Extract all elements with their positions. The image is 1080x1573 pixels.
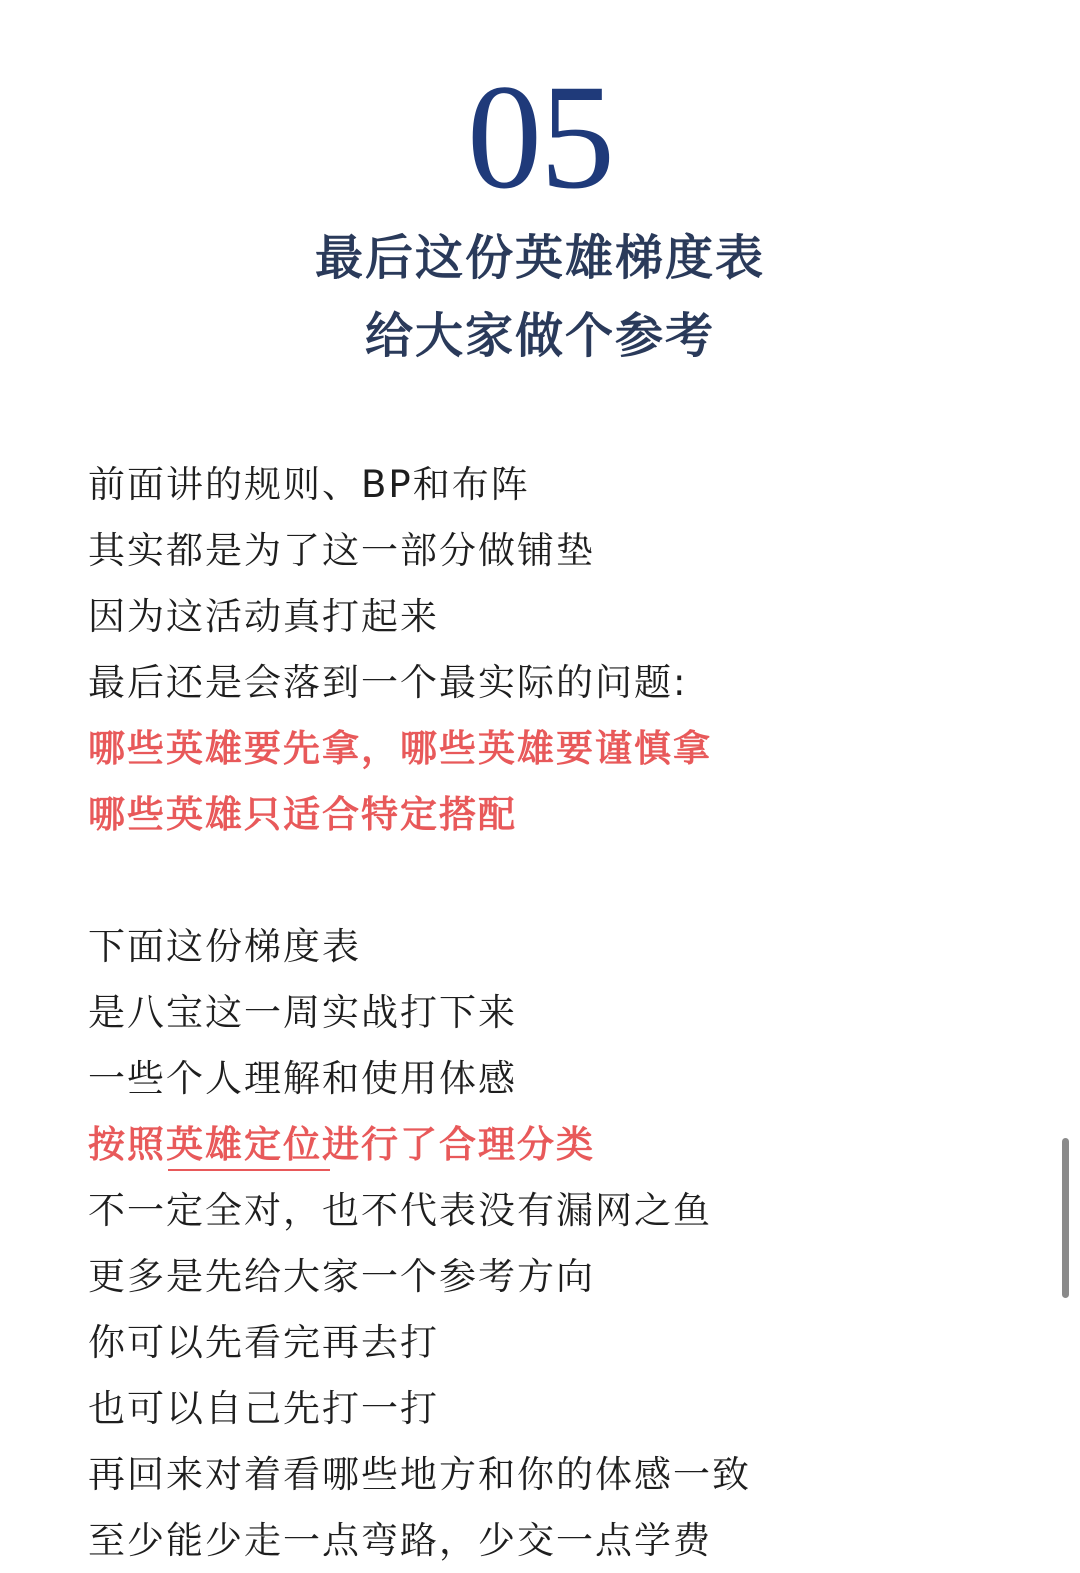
- body-line: 至少能少走一点弯路，少交一点学费: [88, 1519, 712, 1562]
- section-number: 05: [467, 54, 613, 220]
- highlight-line: 按照英雄定位进行了合理分类: [88, 1123, 595, 1166]
- body-line: 前面讲的规则、BP和布阵: [88, 463, 530, 506]
- body-line: 不一定全对，也不代表没有漏网之鱼: [88, 1189, 712, 1232]
- body-line: 更多是先给大家一个参考方向: [88, 1255, 595, 1298]
- body-line: 是八宝这一周实战打下来: [88, 991, 517, 1034]
- scrollbar-thumb[interactable]: [1062, 1138, 1069, 1298]
- section-heading-line-2: 给大家做个参考: [364, 308, 715, 364]
- body-line: 其实都是为了这一部分做铺垫: [88, 529, 595, 572]
- section-heading-line-1: 最后这份英雄梯度表: [314, 230, 765, 286]
- highlight-underline: [168, 1169, 330, 1171]
- highlight-line: 哪些英雄只适合特定搭配: [88, 793, 517, 836]
- highlight-line: 哪些英雄要先拿，哪些英雄要谨慎拿: [88, 727, 712, 770]
- body-line: 再回来对着看哪些地方和你的体感一致: [88, 1453, 751, 1496]
- body-line: 你可以先看完再去打: [88, 1321, 439, 1364]
- body-line: 最后还是会落到一个最实际的问题:: [88, 661, 688, 704]
- body-line: 因为这活动真打起来: [88, 595, 439, 638]
- body-line: 也可以自己先打一打: [88, 1387, 439, 1430]
- body-line: 下面这份梯度表: [88, 925, 361, 968]
- body-line: 一些个人理解和使用体感: [88, 1057, 517, 1100]
